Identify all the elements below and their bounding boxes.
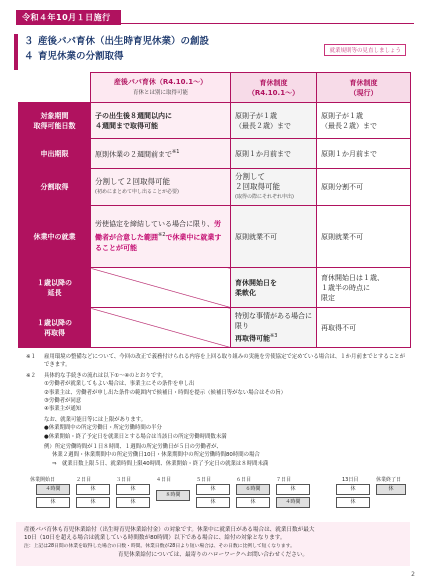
header-rule (16, 23, 414, 24)
schedule-cell: 休 (236, 497, 270, 508)
schedule-cell: ８時間 (156, 490, 190, 501)
cell-papa-split: 分割して２回取得可能 (初めにまとめて申し出ることが必要) (91, 169, 231, 206)
row-head-period: 対象期間 取得可能日数 (19, 103, 91, 139)
cell-new-work: 原則就業不可 (231, 206, 317, 268)
cell-current-retake: 再取得不可 (317, 308, 411, 348)
cell-papa-work: 労使協定を締結している場合に限り、労働者が合意した範囲$^{※2}$で休業中に就業することが可能 (91, 206, 231, 268)
footnotes (26, 353, 410, 468)
limit-intro: なお、就業可能日等には上限があります。 (44, 416, 146, 423)
cell-new-deadline: 原則１か月前まで (231, 139, 317, 169)
day-label: 休業終了日 (376, 477, 402, 483)
example-title: 例）所定労働時間が１日８時間、１週間の所定労働日が５日の労働者が、 (44, 444, 222, 451)
cell-current-work: 原則就業不可 (317, 206, 411, 268)
row-head-deadline: 申出期限 (19, 139, 91, 169)
column-header-new-leave: 育休制度 （R4.10.1～） (231, 73, 317, 103)
cell-papa-retake-na (91, 308, 231, 348)
day-label: ６日目 (236, 477, 252, 483)
work-schedule-example (30, 476, 408, 516)
row-head-work: 休業中の就業 (19, 206, 91, 268)
schedule-cell: ４時間 (276, 497, 310, 508)
cell-current-split: 原則分割不可 (317, 169, 411, 206)
schedule-cell: ６時間 (236, 484, 270, 495)
example-b: ⇒ 就業日数上限５日、就業時間上限40時間、休業開始・終了予定日の就業は８時間未満 (52, 460, 269, 467)
cell-current-extension: 育休開始日は１歳、 １歳半の時点に 限定 (317, 268, 411, 308)
cell-new-retake: 特別な事情がある場合に限り 再取得可能$^{※3}$ (231, 308, 317, 348)
cell-current-period: 原則子が１歳 （最長２歳）まで (317, 103, 411, 139)
day-label: ７日目 (276, 477, 292, 483)
schedule-cell: 休 (116, 484, 150, 495)
column-header-current-leave: 育休制度 （現行） (317, 73, 411, 103)
cell-new-extension: 育休開始日を 柔軟化 (231, 268, 317, 308)
day-label: ５日目 (196, 477, 212, 483)
schedule-cell: 休 (336, 484, 370, 495)
table-row (19, 206, 411, 268)
schedule-cell: 休 (336, 497, 370, 508)
table-row (19, 169, 411, 206)
cell-current-deadline: 原則１か月前まで (317, 139, 411, 169)
day-label: 休業開始日 (30, 477, 56, 483)
example-a: 休業２週間・休業期間中の所定労働日10日・休業期間中の所定労働時間80時間の場合 (52, 452, 260, 459)
day-label: 13日目 (342, 477, 359, 483)
schedule-cell: 休 (196, 497, 230, 508)
schedule-cell: 休 (36, 497, 70, 508)
schedule-cell: 休 (376, 484, 406, 495)
table-row (19, 139, 411, 169)
benefit-info-box (16, 522, 410, 566)
day-label: ４日目 (156, 477, 172, 483)
footnote-2: ※２ 具体的な手続きの流れは以下①～④のとおりです。 (26, 372, 167, 379)
benefit-note: 注：上記は28日間の休業を取得した場合の日数・時間。休業日数が28日より短い場合は、その日数に比例して短くなります。 (24, 543, 295, 549)
step-3: ③労働者が同意 (44, 398, 82, 405)
rules-review-badge: 就業規則等の見直しましょう (324, 44, 406, 56)
column-header-papa-leave: 産後パパ育休（R4.10.1～） 育休とは別に取得可能 (91, 73, 231, 103)
footnote-1: ※１ 雇用環境の整備などについて、今回の改正で義務付けられる内容を上回る取り組みの実施を労使協定で定めている場合は、１か月前までとすることができます。 (26, 354, 405, 369)
section-title (14, 34, 410, 70)
table-row (19, 103, 411, 139)
title-line-1: ３ 産後パパ育休（出生時育児休業）の創設 (24, 36, 210, 47)
cell-papa-extension-na (91, 268, 231, 308)
schedule-cell: 休 (116, 497, 150, 508)
day-label: ３日目 (116, 477, 132, 483)
limit-2: ●休業開始・終了予定日を就業日とする場合は当該日の所定労働時間数未満 (44, 433, 227, 440)
benefit-contact: 育児休業給付については、最寄りのハローワークへお問い合わせください。 (117, 552, 309, 559)
cell-papa-deadline: 原則休業の２週間前まで$^{※1}$ (91, 139, 231, 169)
schedule-cell: 休 (196, 484, 230, 495)
table-row (19, 268, 411, 308)
step-4: ④事業主が通知 (44, 406, 82, 413)
benefit-line-1: 産後パパ育休も育児休業給付（出生時育児休業給付金）の対象です。休業中に就業日がある場合は、就業日数が最大 (24, 527, 315, 533)
effective-date-tab: 令和４年10月１日施行 (16, 10, 121, 25)
row-head-extension: １歳以降の 延長 (19, 268, 91, 308)
row-head-retake: １歳以降の 再取得 (19, 308, 91, 348)
step-1: ①労働者が就業してもよい場合は、事業主にその条件を申し出 (44, 381, 195, 388)
cell-new-period: 原則子が１歳 （最長２歳）まで (231, 103, 317, 139)
comparison-table (18, 72, 411, 348)
schedule-cell: 休 (76, 484, 110, 495)
schedule-cell: 休 (276, 484, 310, 495)
benefit-line-2: 10日（10日を超える場合は就業している時間数が80時間）以下である場合に、給付の対象となります。 (24, 535, 286, 542)
title-line-2: ４ 育児休業の分割取得 (24, 51, 124, 62)
cell-new-split: 分割して ２回取得可能 (取得の際にそれぞれ申出) (231, 169, 317, 206)
cell-papa-period: 子の出生後８週間以内に ４週間まで取得可能 (91, 103, 231, 139)
table-row (19, 308, 411, 348)
day-label: ２日目 (76, 477, 92, 483)
schedule-cell: ４時間 (36, 484, 70, 495)
step-2: ②事業主は、労働者が申し出た条件の範囲内で候補日・時間を提示（候補日等がない場合はその旨） (44, 389, 287, 396)
limit-1: ●休業期間中の所定労働日・所定労働時間の半分 (44, 425, 162, 432)
page-number: 2 (411, 571, 415, 578)
schedule-cell: 休 (76, 497, 110, 508)
row-head-split: 分割取得 (19, 169, 91, 206)
